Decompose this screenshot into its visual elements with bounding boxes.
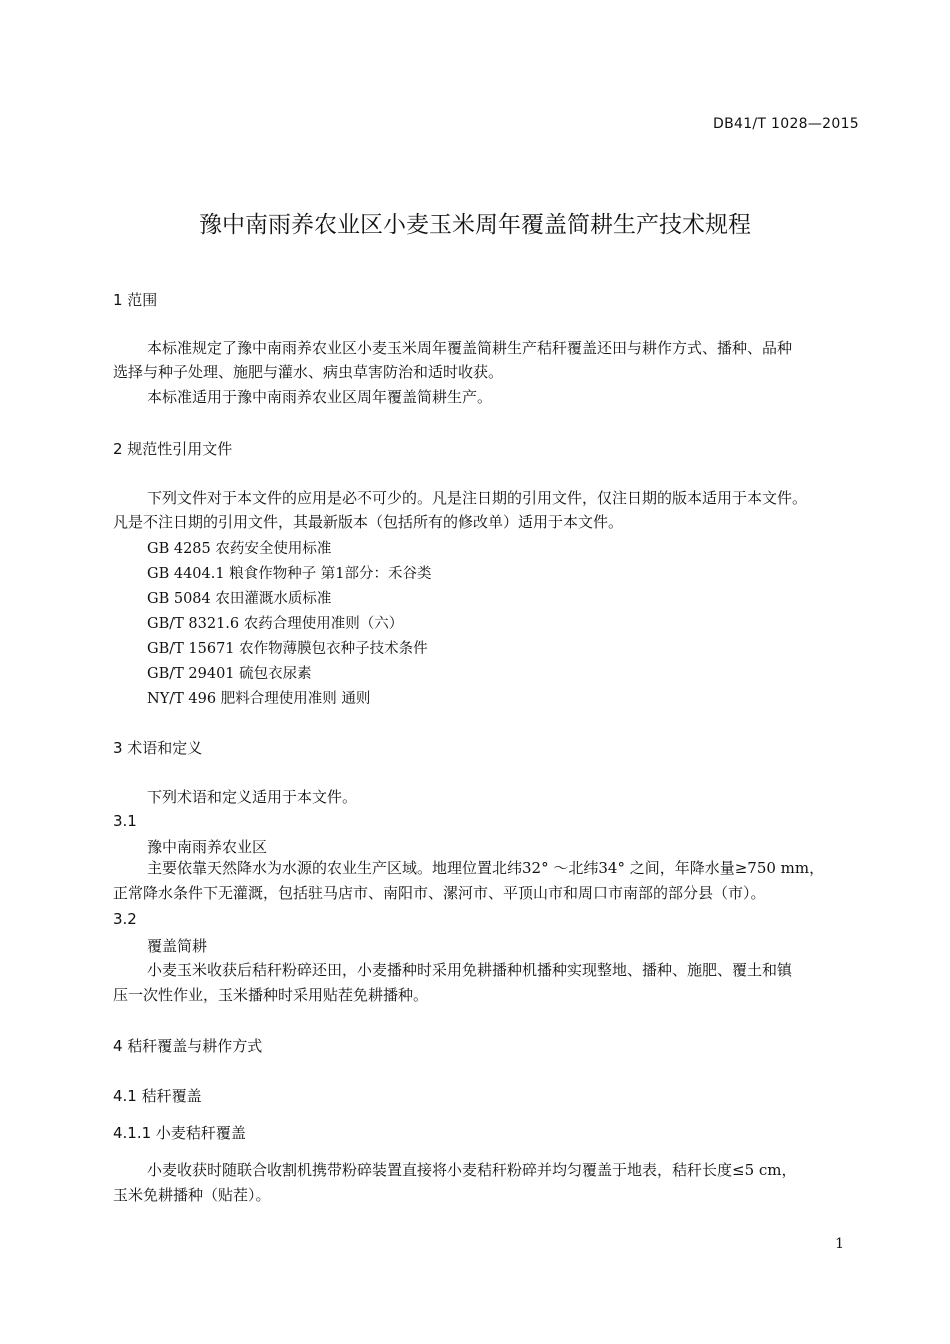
reference-item: GB 4404.1 粮食作物种子 第1部分：禾谷类 <box>147 566 432 582</box>
reference-item: GB 5084 农田灌溉水质标准 <box>147 591 332 607</box>
term-3-1-number: 3.1 <box>113 812 137 830</box>
section-4-1-1-line-2: 玉米免耕播种（贴茬）。 <box>113 1186 271 1204</box>
section-2-intro-line-1: 下列文件对于本文件的应用是必不可少的。凡是注日期的引用文件，仅注日期的版本适用于本文件。 <box>147 489 808 507</box>
section-2-heading: 2 规范性引用文件 <box>113 440 233 458</box>
reference-item: GB 4285 农药安全使用标准 <box>147 541 332 557</box>
term-3-2-number: 3.2 <box>113 910 137 928</box>
term-3-2-definition-line-2: 压一次性作业，玉米播种时采用贴茬免耕播种。 <box>113 986 429 1004</box>
section-4-1-heading: 4.1 秸秆覆盖 <box>113 1087 202 1105</box>
term-3-1-definition-line-1: 主要依靠天然降水为水源的农业生产区域。地理位置北纬32° ～北纬34° 之间，年降水量≥750 mm， <box>147 859 825 877</box>
reference-item: GB/T 29401 硫包衣尿素 <box>147 666 312 682</box>
term-3-1-definition-line-2: 正常降水条件下无灌溉，包括驻马店市、南阳市、漯河市、平顶山市和周口市南部的部分县（市）。 <box>113 884 766 902</box>
standard-code: DB41/T 1028—2015 <box>713 116 859 132</box>
section-2-intro-line-2: 凡是不注日期的引用文件，其最新版本（包括所有的修改单）适用于本文件。 <box>113 513 624 531</box>
section-3-intro: 下列术语和定义适用于本文件。 <box>147 788 358 806</box>
section-1-para-1-line-1: 本标准规定了豫中南雨养农业区小麦玉米周年覆盖简耕生产秸秆覆盖还田与耕作方式、播种、品种 <box>147 339 793 357</box>
section-4-1-1-heading: 4.1.1 小麦秸秆覆盖 <box>113 1124 246 1142</box>
reference-item: GB/T 8321.6 农药合理使用准则（六） <box>147 616 404 632</box>
reference-item: NY/T 496 肥料合理使用准则 通则 <box>147 691 371 707</box>
section-3-heading: 3 术语和定义 <box>113 739 203 757</box>
section-1-para-1-line-2: 选择与种子处理、施肥与灌水、病虫草害防治和适时收获。 <box>113 363 504 381</box>
reference-item: GB/T 15671 农作物薄膜包衣种子技术条件 <box>147 641 428 657</box>
document-title: 豫中南雨养农业区小麦玉米周年覆盖简耕生产技术规程 <box>199 212 751 238</box>
term-3-2-definition-line-1: 小麦玉米收获后秸秆粉碎还田，小麦播种时采用免耕播种机播种实现整地、播种、施肥、覆土和镇 <box>147 961 793 979</box>
term-3-2-name: 覆盖简耕 <box>147 937 208 955</box>
section-4-heading: 4 秸秆覆盖与耕作方式 <box>113 1037 263 1055</box>
section-1-para-2: 本标准适用于豫中南雨养农业区周年覆盖简耕生产。 <box>147 388 493 406</box>
section-4-1-1-line-1: 小麦收获时随联合收割机携带粉碎装置直接将小麦秸秆粉碎并均匀覆盖于地表，秸秆长度≤5 cm， <box>147 1161 797 1179</box>
section-1-heading: 1 范围 <box>113 291 158 309</box>
page-number: 1 <box>835 1236 844 1252</box>
term-3-1-name: 豫中南雨养农业区 <box>147 838 268 856</box>
